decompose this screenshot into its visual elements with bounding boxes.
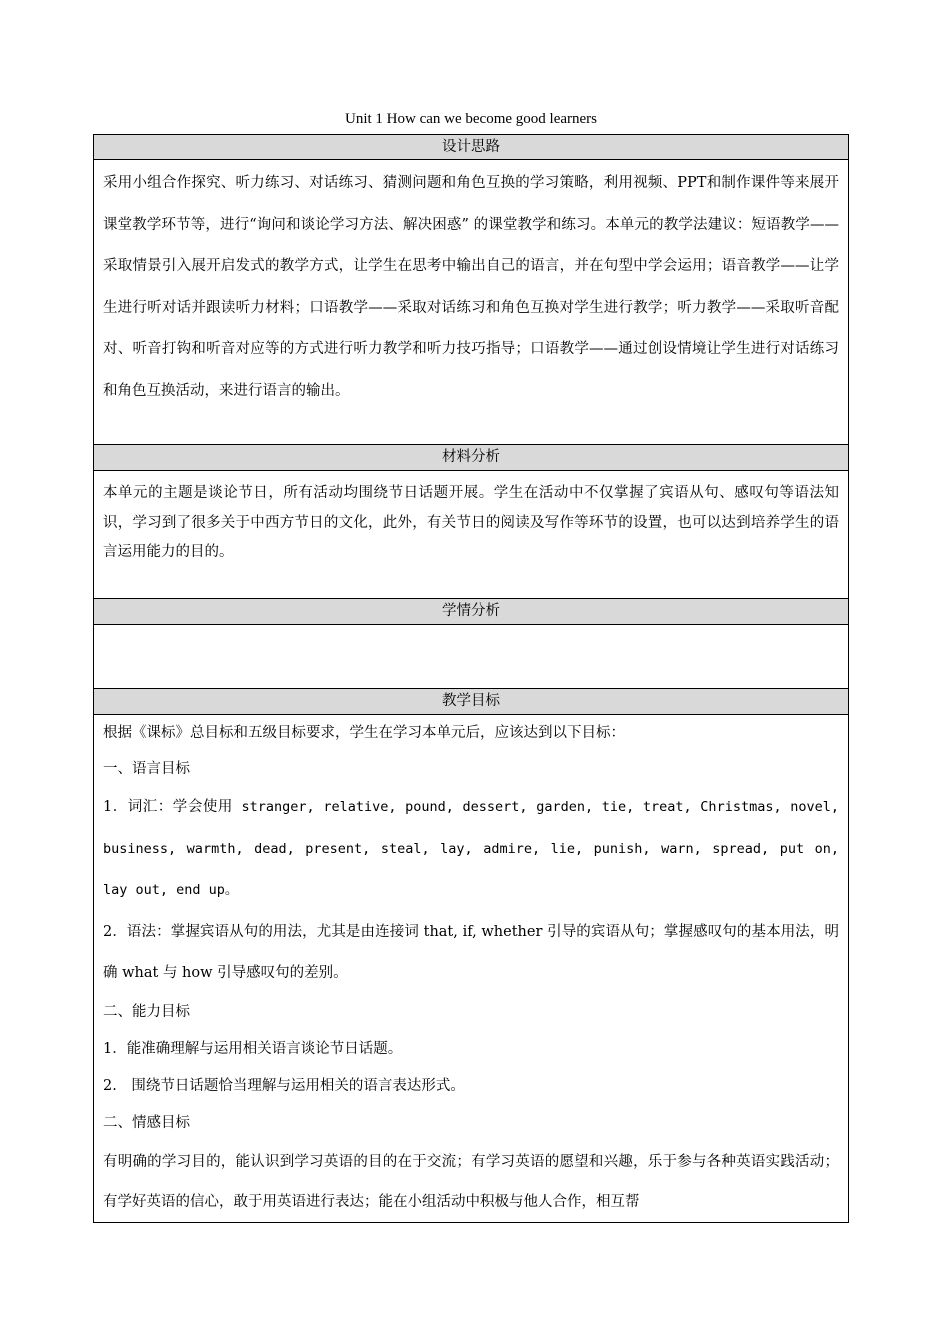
emotion-goal-text: 有明确的学习目的，能认识到学习英语的目的在于交流；有学习英语的愿望和兴趣，乐于参与各种英语实践活动；有学好英语的信心，敢于用英语进行表达；能在小组活动中积极与他人合作，相互帮 [103,1153,839,1210]
language-goal-heading: 一、语言目标 [103,761,190,777]
section-heading-design: 设计思路 [94,135,849,160]
section-text-design: 采用小组合作探究、听力练习、对话练习、猜测问题和角色互换的学习策略，利用视频、PPT和制作课件等来展开课堂教学环节等，进行“询问和谈论学习方法、解决困惑” 的课堂教学和练习。本单元的教学法建议：短语教学——采取情景引入展开启发式的教学方式，让学生在思考中输出自己的语言，并在句型中学会运用；语音教学——让学生进行听对话并跟读听力材料；口语教学——采取对话练习和角色互换对学生进行教学；听力教学——采取听音配对、听音打钩和听音对应等的方式进行听力教学和听力技巧指导；口语教学——通过创设情境让学生进行对话练习和角色互换活动，来进行语言的输出。 [94,160,849,445]
ability-goal-heading: 二、能力目标 [103,1003,190,1020]
vocabulary-label: 1．词汇：学会使用 [103,799,233,815]
emotion-goal-heading: 二、情感目标 [103,1114,190,1131]
ability-item-1: 1．能准确理解与运用相关语言谈论节日话题。 [103,1040,403,1057]
section-heading-objectives: 教学目标 [94,689,849,715]
vocabulary-goal [103,787,839,912]
document-title: Unit 1 How can we become good learners [345,111,597,127]
section-heading-material: 材料分析 [94,445,849,471]
section-text-learner [94,625,849,689]
ability-item-2: 2. 围绕节日话题恰当理解与运用相关的语言表达形式。 [103,1077,465,1094]
section-body-objectives [94,715,849,1223]
lesson-plan-table [93,134,849,1223]
grammar-goal: 2．语法：掌握宾语从句的用法，尤其是由连接词 that, if, whether 引导的宾语从句；掌握感叹句的基本用法，明确 what 与 how 引导感叹句的差别。 [103,923,839,981]
vocabulary-words: stranger, relative, pound, dessert, garden, tie, treat, Christmas, novel, business, warmth, dead, present, steal, lay, admire, lie, punish, warn, spread, put on, lay out, end up。 [103,799,839,898]
section-text-material: 本单元的主题是谈论节日，所有活动均围绕节日话题开展。学生在活动中不仅掌握了宾语从句、感叹句等语法知识，学习到了很多关于中西方节日的文化，此外，有关节日的阅读及写作等环节的设置，也可以达到培养学生的语言运用能力的目的。 [94,471,849,599]
section-heading-learner: 学情分析 [94,599,849,625]
objectives-intro: 根据《课标》总目标和五级目标要求，学生在学习本单元后，应该达到以下目标： [103,725,625,741]
